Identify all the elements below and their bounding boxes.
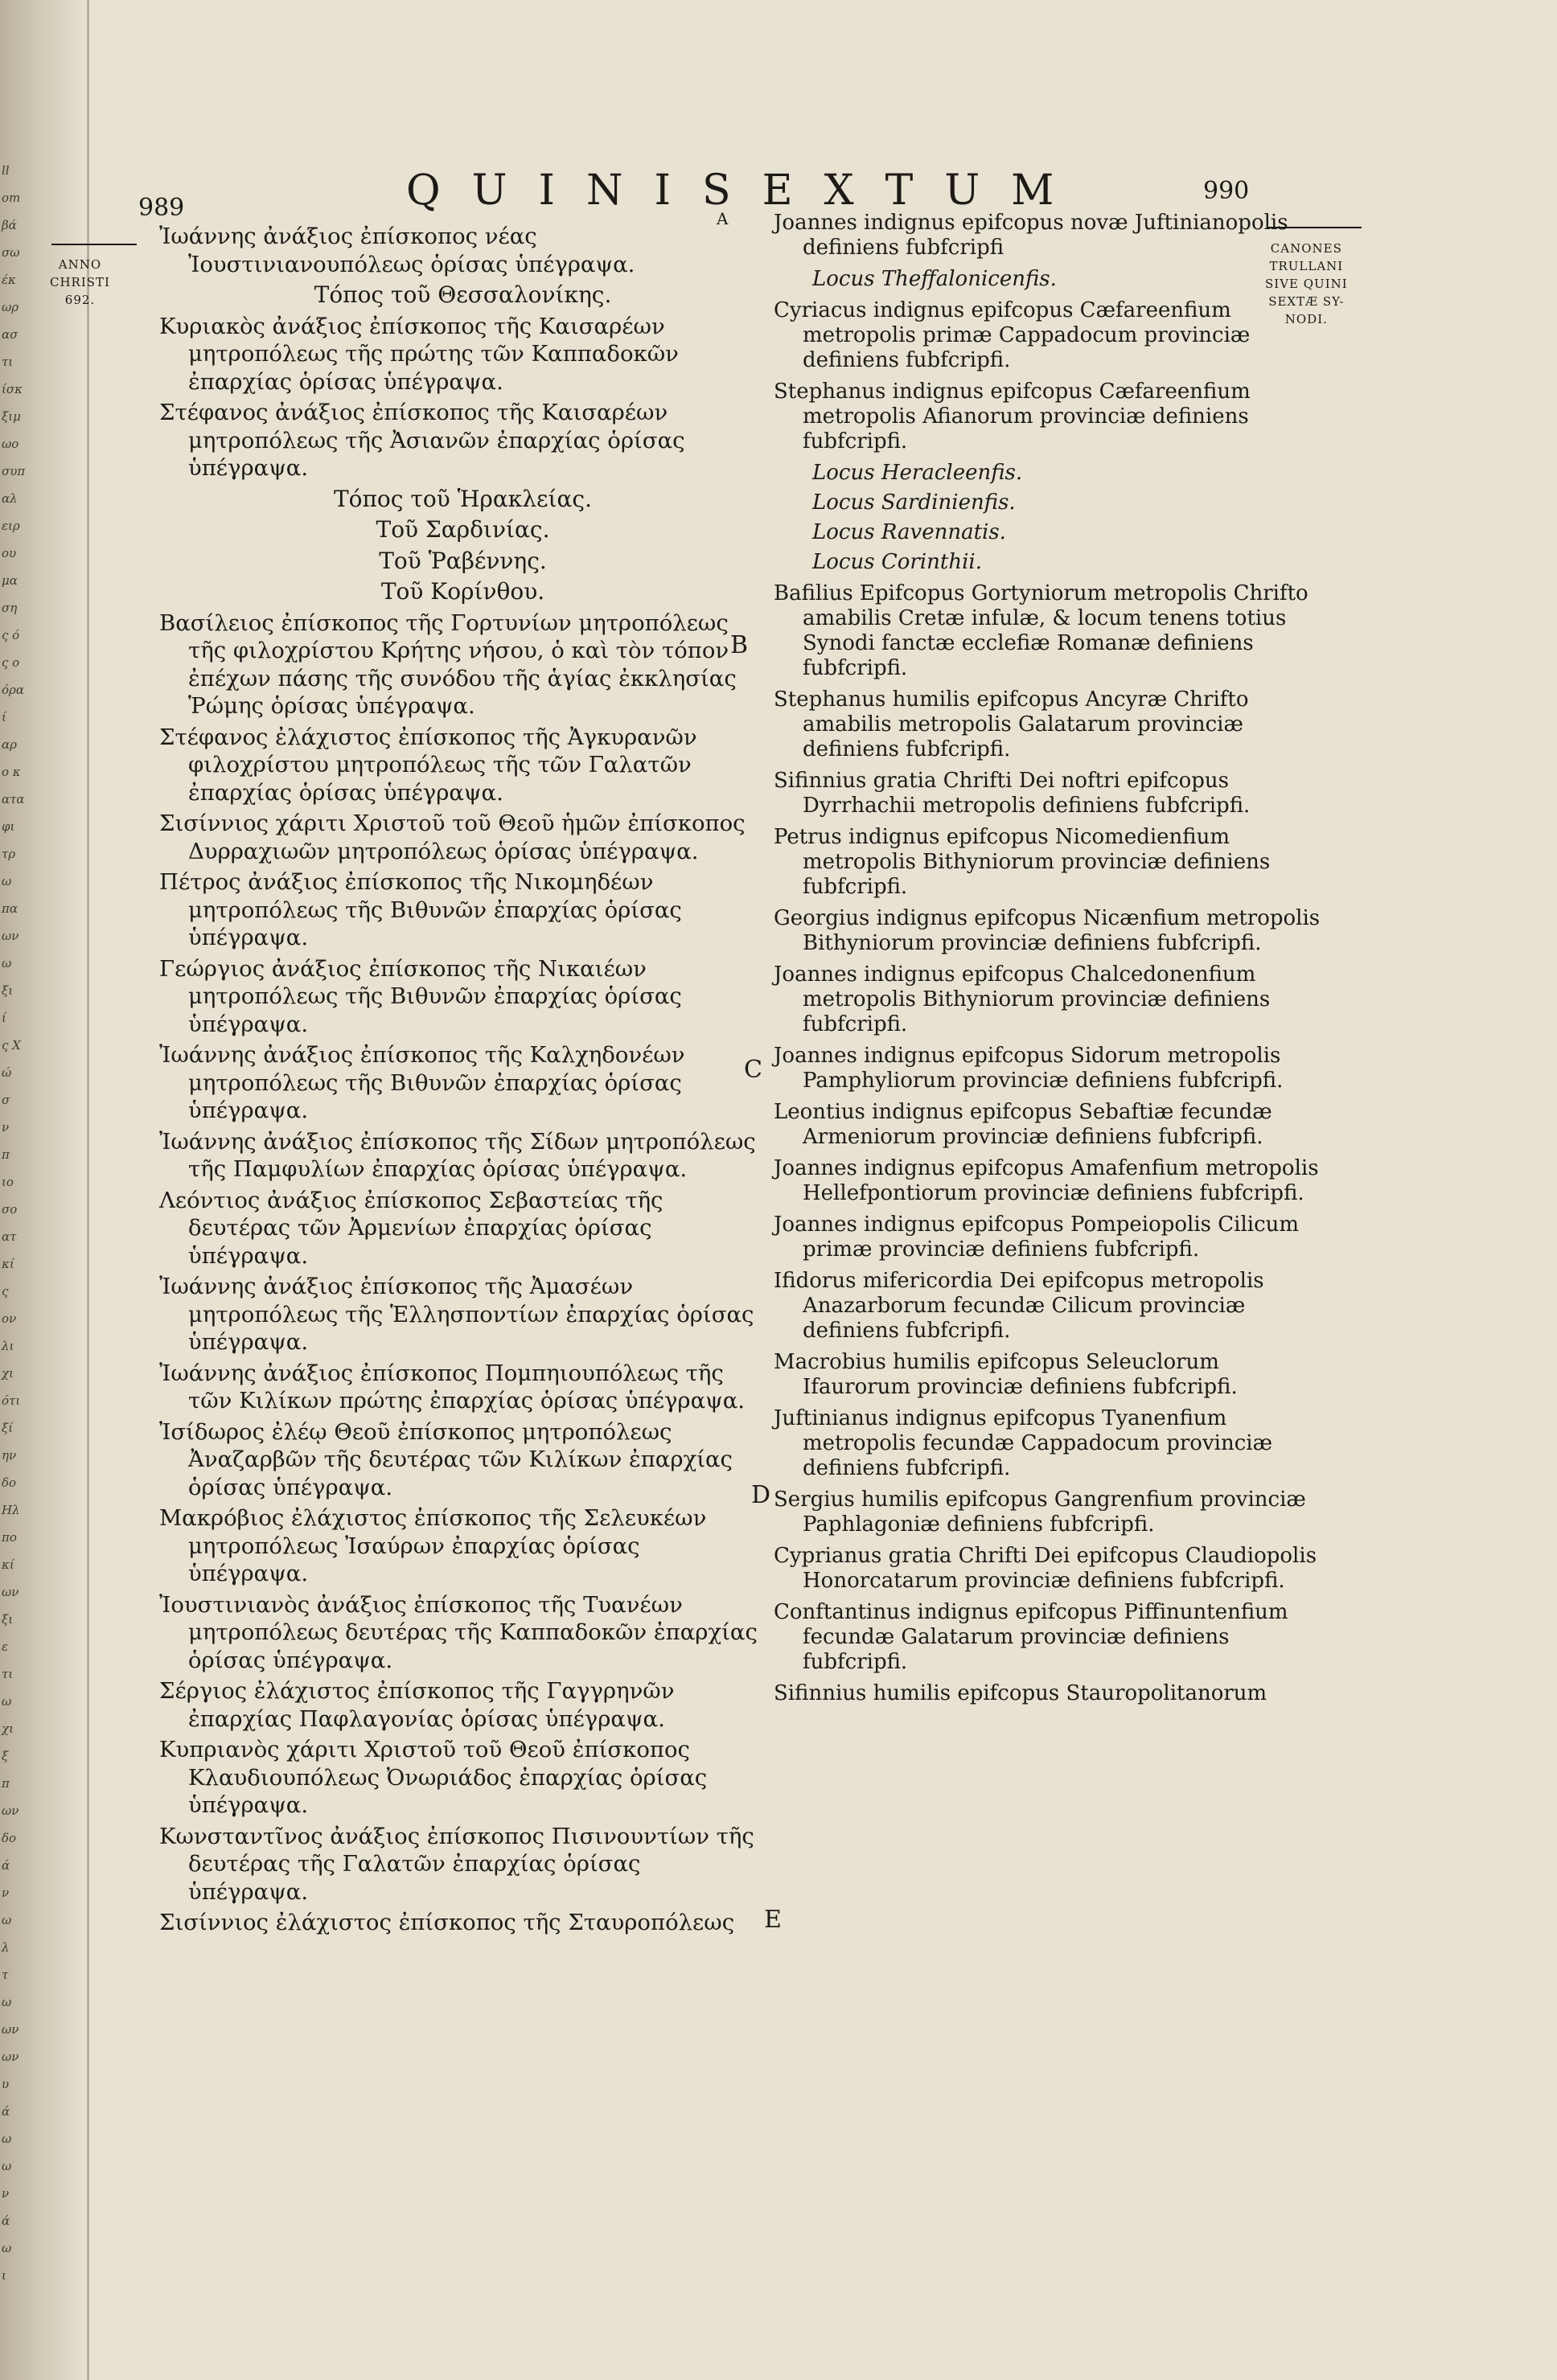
previous-page-fragment: χι [2,1721,14,1736]
previous-page-fragment: ώ [2,1065,12,1080]
greek-entry: Κυριακὸς ἀνάξιος ἐπίσκοπος τῆς Καισαρέων μητροπόλεως τῆς πρώτης τῶν Καππαδοκῶν ἐπαρχίας ὁρίσας ὑπέγραψα. [159,313,679,395]
previous-page-fragment: ε [2,1639,9,1654]
page-number-right: 990 [1203,177,1250,205]
previous-page-fragment: ωο [2,437,19,451]
left-margin-note: ANNO CHRISTI 692. [50,257,110,307]
greek-entry: Ἰσίδωρος ἐλέῳ Θεοῦ ἐπίσκοπος μητροπόλεως Ἀναζαρβῶν τῆς δευτέρας τῶν Κιλίκων ἐπαρχίας ὁρίσας ὑπέγραψα. [159,1418,733,1500]
previous-page-fragment: ω [2,2241,12,2255]
previous-page-fragment: ω [2,2132,12,2146]
previous-page-fragment: συπ [2,464,26,478]
latin-entry: Cyriacus indignus epifcopus Cæfareenfium metropolis primæ Cappadocum provinciæ definiens fubfcripfi. [774,298,1251,372]
margin-letter-a: A [717,209,729,228]
margin-letter-e: E [764,1906,782,1934]
latin-entry: Stephanus humilis epifcopus Ancyræ Chrifto amabilis metropolis Galatarum provinciæ definiens fubfcripfi. [774,687,1249,761]
previous-page-fragment: ς [2,1284,9,1299]
greek-entry: Στέφανος ἀνάξιος ἐπίσκοπος τῆς Καισαρέων μητροπόλεως τῆς Ἀσιανῶν ἐπαρχίας ὁρίσας ὑπέγραψα. [159,400,685,481]
latin-entry: Ifidorus mifericordia Dei epifcopus metropolis Anazarborum fecundæ Cilicum provinciæ definiens fubfcripfi. [774,1269,1264,1343]
previous-page-fragment: ω [2,1694,12,1709]
left-margin-rule [51,244,137,245]
previous-page-fragment: ου [2,546,17,560]
previous-page-fragment: τρ [2,847,16,861]
gutter-fold [87,0,89,2380]
greek-heading: Τόπος τοῦ Ἡρακλείας. [333,485,592,512]
latin-entry: Joannes indignus epifcopus novæ Juftinianopolis definiens fubfcripfi [774,211,1288,260]
greek-entry: Πέτρος ἀνάξιος ἐπίσκοπος τῆς Νικομηδέων μητροπόλεως τῆς Βιθυνῶν ἐπαρχίας ὁρίσας ὑπέγραψα. [159,869,682,950]
previous-page-fragment: ll [2,163,10,178]
page-number-left: 989 [138,194,185,222]
previous-page-fragment: όρα [2,683,24,697]
previous-page-fragment: ων [2,2050,19,2064]
margin-letter-c: C [744,1056,762,1084]
greek-heading: Τοῦ Σαρδινίας. [376,516,550,543]
previous-page-fragment: ν [2,1886,10,1900]
greek-entry: Ἰωάννης ἀνάξιος ἐπίσκοπος νέας Ἰουστινιανουπόλεως ὁρίσας ὑπέγραψα. [159,224,635,277]
latin-entry: Sergius humilis epifcopus Gangrenfium provinciæ Paphlagoniæ definiens fubfcripfi. [774,1488,1306,1537]
latin-entry: Joannes indignus epifcopus Chalcedonenfium metropolis Bithyniorum provinciæ definiens fubfcripfi. [774,962,1271,1036]
latin-entry: Conftantinus indignus epifcopus Piffinuntenfium fecundæ Galatarum provinciæ definiens fubfcripfi. [774,1600,1288,1674]
greek-entry: Μακρόβιος ἐλάχιστος ἐπίσκοπος τῆς Σελευκέων μητροπόλεως Ἰσαύρων ἐπαρχίας ὁρίσας ὑπέγραψα. [159,1505,707,1586]
latin-entry: Joannes indignus epifcopus Sidorum metropolis Pamphyliorum provinciæ definiens fubfcripfi. [774,1044,1284,1093]
running-title: QUINISEXTUM [406,166,1086,215]
latin-column [774,211,1327,1713]
previous-page-fragment: ά [2,1858,10,1873]
latin-heading: Locus Ravennatis. [812,520,1006,544]
previous-page-fragment: κί [2,1557,14,1572]
previous-page-fragment: ω [2,956,12,970]
previous-page-fragment: σο [2,1202,18,1217]
latin-entry: Cyprianus gratia Chrifti Dei epifcopus Claudiopolis Honorcatarum provinciæ definiens fubfcripfi. [774,1544,1317,1593]
latin-entry: Macrobius humilis epifcopus Seleuclorum Ifaurorum provinciæ definiens fubfcripfi. [774,1350,1238,1399]
previous-page-fragment: ς Χ [2,1038,21,1053]
previous-page-fragment: βά [2,218,17,232]
greek-entry: Σισίννιος ἐλάχιστος ἐπίσκοπος τῆς Σταυροπόλεως [159,1910,735,1935]
previous-page-fragment: π [2,1776,10,1791]
previous-page-fragment: τ [2,1968,9,1982]
greek-entry: Σέργιος ἐλάχιστος ἐπίσκοπος τῆς Γαγγρηνῶν ἐπαρχίας Παφλαγονίας ὁρίσας ὑπέγραψα. [159,1678,675,1732]
previous-page-fragment: ων [2,1585,19,1599]
previous-page-fragment: ον [2,1311,17,1326]
previous-page-fragment: ς ό [2,628,20,642]
latin-entry: Stephanus indignus epifcopus Cæfareenfium metropolis Afianorum provinciæ definiens fubfcripfi. [774,380,1251,453]
greek-heading: Τοῦ Ῥαβέννης. [379,547,547,574]
previous-page-fragment: ξιμ [2,409,21,424]
previous-page-fragment: ς ο [2,655,20,670]
latin-entry: Joannes indignus epifcopus Pompeiopolis Cilicum primæ provinciæ definiens fubfcripfi. [774,1213,1300,1262]
previous-page-fragment: ασ [2,327,18,342]
previous-page-fragment: αλ [2,491,18,506]
previous-page-fragment: ατ [2,1229,17,1244]
previous-page-fragment: ξί [2,1421,14,1435]
latin-entry: Bafilius Epifcopus Gortyniorum metropolis Chrifto amabilis Cretæ infulæ, & locum tenens totius Synodi fanctæ ecclefiæ Romanæ definiens fubfcripfi. [774,581,1308,680]
latin-entry: Georgius indignus epifcopus Nicænfium metropolis Bithyniorum provinciæ definiens fubfcripfi. [774,906,1321,955]
previous-page-fragment: φι [2,819,15,834]
greek-heading: Τόπος τοῦ Θεσσαλονίκης. [314,281,612,308]
latin-entry: Joannes indignus epifcopus Amafenfium metropolis Hellefpontiorum provinciæ definiens fubfcripfi. [774,1156,1319,1205]
previous-page-fragment: ω [2,2159,12,2173]
previous-page-fragment: ωρ [2,300,19,314]
previous-page-fragment: ιο [2,1175,14,1189]
previous-page-fragment: om [2,191,21,205]
latin-entry: Juftinianus indignus epifcopus Tyanenfium metropolis fecundæ Cappadocum provinciæ definiens fubfcripfi. [774,1406,1273,1480]
previous-page-fragment: αρ [2,737,17,752]
greek-entry: Ἰωάννης ἀνάξιος ἐπίσκοπος Πομπηιουπόλεως τῆς τῶν Κιλίκων πρώτης ἐπαρχίας ὁρίσας ὑπέγραψα. [159,1360,746,1414]
previous-page-fragment: ά [2,2104,10,2119]
right-margin-note: CANONES TRULLANI SIVE QUINI SEXTÆ SY- NODI. [1265,241,1348,326]
previous-page-fragment: ί [2,1011,6,1025]
previous-page-fragment: ξι [2,983,14,998]
previous-page-fragment: δο [2,1831,17,1845]
previous-page-fragment: Ηλ [2,1503,20,1517]
previous-page-fragment: ην [2,1448,17,1463]
greek-entry: Ἰωάννης ἀνάξιος ἐπίσκοπος τῆς Καλχηδονέων μητροπόλεως τῆς Βιθυνῶν ἐπαρχίας ὁρίσας ὑπέγραψα. [159,1042,685,1123]
previous-page-fragment: ίσκ [2,382,23,396]
greek-entry: Στέφανος ἐλάχιστος ἐπίσκοπος τῆς Ἀγκυρανῶν φιλοχρίστου μητροπόλεως τῆς τῶν Γαλατῶν ἐπαρχίας ὁρίσας ὑπέγραψα. [159,724,697,806]
greek-entry: Γεώργιος ἀνάξιος ἐπίσκοπος τῆς Νικαιέων μητροπόλεως τῆς Βιθυνῶν ἐπαρχίας ὁρίσας ὑπέγραψα. [159,955,682,1037]
previous-page-fragment: δο [2,1475,17,1490]
previous-page-fragment: κί [2,1257,14,1271]
previous-page-fragment: σω [2,245,20,260]
previous-page-fragment: ειρ [2,519,20,533]
previous-page-fragment: σ [2,1093,10,1107]
greek-entry: Κωνσταντῖνος ἀνάξιος ἐπίσκοπος Πισινουντίων τῆς δευτέρας τῆς Γαλατῶν ἐπαρχίας ὁρίσας ὑπέγραψα. [159,1823,754,1905]
greek-entry: Ἰουστινιανὸς ἀνάξιος ἐπίσκοπος τῆς Τυανέων μητροπόλεως δευτέρας τῆς Καππαδοκῶν ἐπαρχίας ὁρίσας ὑπέγραψα. [159,1591,758,1673]
previous-page-fragment: ν [2,2186,10,2201]
previous-page-fragment: π [2,1147,10,1162]
latin-heading: Locus Theffalonicenfis. [812,267,1057,291]
greek-entry: Σισίννιος χάριτι Χριστοῦ τοῦ Θεοῦ ἡμῶν ἐπίσκοπος Δυρραχιωῶν μητροπόλεως ὁρίσας ὑπέγραψα. [159,810,746,864]
previous-page-fragment: ο κ [2,765,21,779]
latin-entry: Sifinnius humilis epifcopus Stauropolitanorum [774,1681,1267,1705]
latin-heading: Locus Sardinienfis. [812,490,1016,515]
greek-column [159,223,766,1940]
previous-page-fragment: ω [2,1913,12,1927]
greek-entry: Ἰωάννης ἀνάξιος ἐπίσκοπος τῆς Ἀμασέων μητροπόλεως τῆς Ἑλλησποντίων ἐπαρχίας ὁρίσας ὑπέγραψα. [159,1274,754,1355]
previous-page-fragment: πο [2,1530,17,1545]
previous-page-fragment: μα [2,573,18,588]
previous-page-fragment: έκ [2,273,16,287]
previous-page-fragment: ων [2,929,19,943]
previous-page-fragment: λι [2,1339,14,1353]
previous-page-fragment: ότι [2,1393,21,1408]
latin-entry: Petrus indignus epifcopus Nicomedienfium metropolis Bithyniorum provinciæ definiens fubfcripfi. [774,825,1271,899]
previous-page-fragment: λ [2,1940,10,1955]
previous-page-fragment: ω [2,1995,12,2009]
latin-heading: Locus Heracleenfis. [812,461,1023,485]
margin-letter-b: B [730,631,749,659]
previous-page-fragment: χι [2,1366,14,1381]
previous-page-fragment: υ [2,2077,10,2091]
greek-entry: Ἰωάννης ἀνάξιος ἐπίσκοπος τῆς Σίδων μητροπόλεως τῆς Παμφυλίων ἐπαρχίας ὁρίσας ὑπέγραψα. [159,1128,756,1182]
previous-page-fragment: ξ [2,1749,9,1763]
previous-page-fragment: ξι [2,1612,14,1627]
latin-heading: Locus Corinthii. [812,550,982,574]
greek-entry: Βασίλειος ἐπίσκοπος τῆς Γορτυνίων μητροπόλεως τῆς φιλοχρίστου Κρήτης νήσου, ὁ καὶ τὸν τόπον ἐπέχων πάσης τῆς συνόδου τῆς ἁγίας ἐκκλησίας Ῥώμης ὁρίσας ὑπέγραψα. [159,609,737,719]
previous-page-fragment: ων [2,1803,19,1818]
previous-page-fragment: τι [2,355,14,369]
previous-page-fragment: ω [2,874,12,888]
margin-letter-d: D [751,1481,771,1509]
previous-page-fragment: τι [2,1667,14,1681]
latin-entry: Sifinnius gratia Chrifti Dei noftri epifcopus Dyrrhachii metropolis definiens fubfcripfi. [774,769,1251,818]
previous-page-fragment: ά [2,2214,10,2228]
previous-page-fragment: ων [2,2022,19,2037]
previous-page-fragment: ν [2,1120,10,1135]
previous-page-fragment: πα [2,901,18,916]
greek-heading: Τοῦ Κορίνθου. [380,578,545,605]
latin-entry: Leontius indignus epifcopus Sebaftiæ fecundæ Armeniorum provinciæ definiens fubfcripfi. [774,1100,1272,1149]
previous-page-fragment: ατα [2,792,25,806]
greek-entry: Λεόντιος ἀνάξιος ἐπίσκοπος Σεβαστείας τῆς δευτέρας τῶν Ἀρμενίων ἐπαρχίας ὁρίσας ὑπέγραψα. [159,1187,663,1269]
previous-page-fragment: ι [2,2268,6,2283]
greek-entry: Κυπριανὸς χάριτι Χριστοῦ τοῦ Θεοῦ ἐπίσκοπος Κλαυδιουπόλεως Ὀνωριάδος ἐπαρχίας ὁρίσας ὑπέγραψα. [159,1737,708,1818]
previous-page-fragment: ί [2,710,6,724]
previous-page-fragment: ση [2,601,18,615]
